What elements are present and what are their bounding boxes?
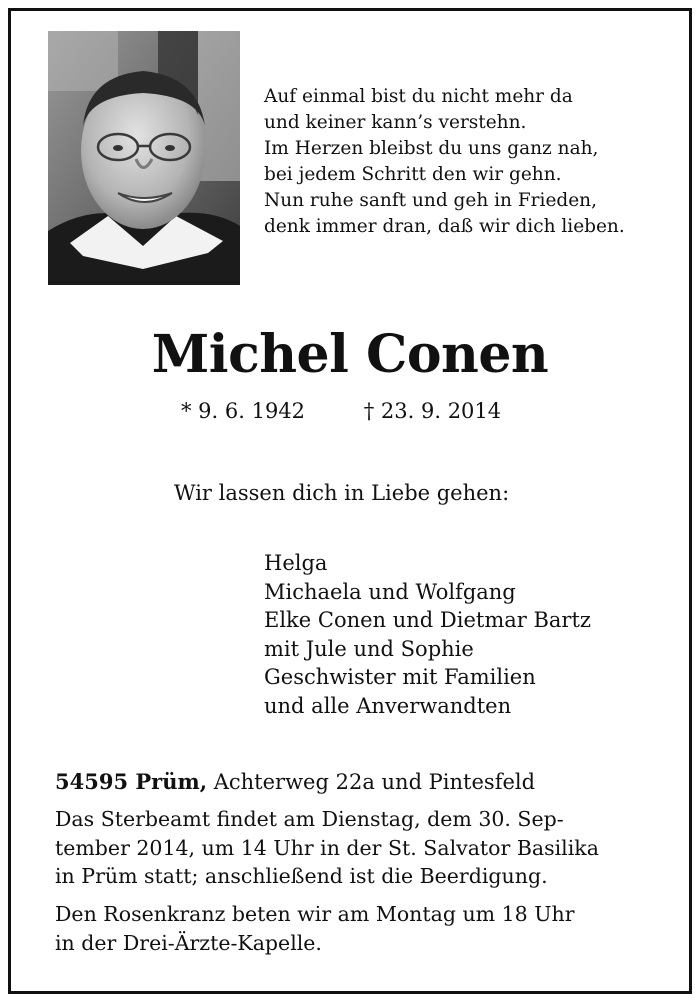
deceased-name: Michel Conen (151, 324, 549, 385)
death-date: † 23. 9. 2014 (363, 399, 502, 423)
mourner-item: Elke Conen und Dietmar Bartz (264, 608, 591, 633)
poem-line: bei jedem Schritt den wir gehn. (264, 164, 562, 185)
address-line (55, 769, 535, 794)
address-street: Achterweg 22a und Pintesfeld (213, 770, 536, 794)
poem-line: Nun ruhe sanft und geh in Frieden, (264, 190, 597, 211)
poem-line: Im Herzen bleibst du uns ganz nah, (264, 138, 599, 159)
poem-line: denk immer dran, daß wir dich lieben. (264, 216, 625, 237)
funeral-notice-line: tember 2014, um 14 Uhr in der St. Salvator Basilika (55, 835, 599, 860)
address-city: 54595 Prüm, (55, 769, 208, 794)
rosary-notice-line: Den Rosenkranz beten wir am Montag um 18 Uhr (55, 902, 575, 926)
mourner-item: und alle Anverwandten (264, 693, 512, 718)
funeral-notice-line: in Prüm statt; anschließend ist die Beerdigung. (55, 864, 548, 889)
mourners-list (264, 549, 591, 721)
poem-line: Auf einmal bist du nicht mehr da (264, 86, 573, 107)
obituary-frame (8, 8, 692, 994)
mourner-item: Geschwister mit Familien (264, 665, 536, 690)
memorial-poem (264, 84, 674, 240)
rosary-notice (55, 900, 651, 957)
life-dates (181, 399, 501, 423)
funeral-notice-line: Das Sterbeamt findet am Dienstag, dem 30. Sep- (55, 807, 564, 831)
poem-line: und keiner kann’s verstehn. (264, 112, 527, 133)
farewell-intro: Wir lassen dich in Liebe gehen: (174, 481, 510, 505)
mourner-item: Michaela und Wolfgang (264, 579, 516, 604)
mourner-item: Helga (264, 551, 328, 575)
funeral-notice (55, 805, 651, 891)
portrait-photo-icon (48, 31, 240, 285)
birth-date: * 9. 6. 1942 (181, 399, 306, 423)
mourner-item: mit Jule und Sophie (264, 636, 474, 661)
rosary-notice-line: in der Drei-Ärzte-Kapelle. (55, 930, 322, 955)
